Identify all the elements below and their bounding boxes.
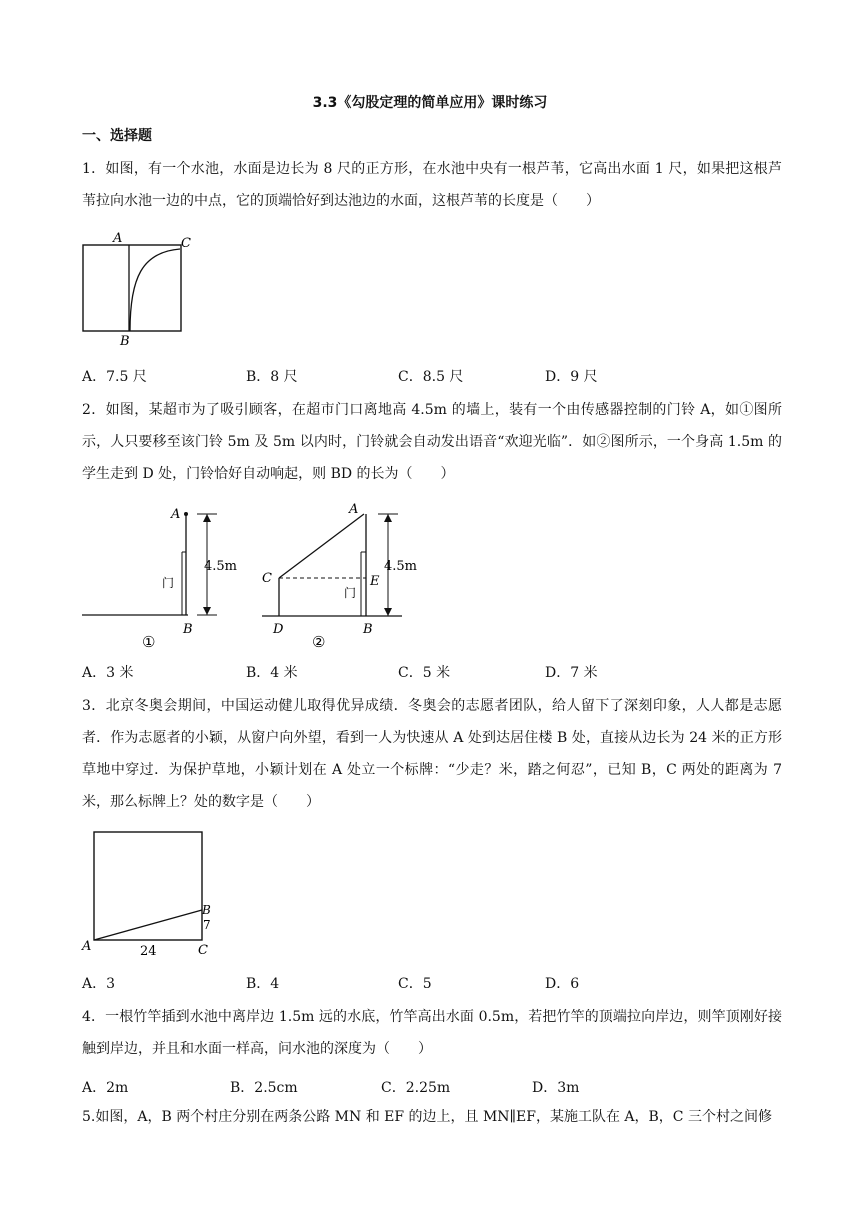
- q2f1-number: ①: [142, 633, 156, 651]
- q1-label-c: C: [181, 236, 191, 251]
- q2f1-label-a: A: [171, 507, 181, 522]
- q3-label-bc: 7: [203, 918, 211, 932]
- q2f1-door: 门: [162, 576, 175, 590]
- question-1-options: [82, 366, 782, 386]
- q2-option-b[interactable]: B．4 米: [246, 665, 298, 681]
- question-3-options: [82, 973, 782, 993]
- q1-option-a[interactable]: A．7.5 尺: [82, 369, 147, 385]
- question-1-figure: [80, 228, 190, 348]
- q2f2-label-a: A: [349, 502, 359, 517]
- question-2-figure-2: [262, 500, 432, 650]
- q2f2-label-b: B: [363, 622, 373, 637]
- q2f2-label-c: C: [262, 571, 272, 586]
- question-2-figure-1: [82, 500, 242, 650]
- q1-label-b: B: [120, 334, 130, 349]
- q4-option-a[interactable]: A．2m: [82, 1080, 129, 1096]
- q3-label-side: 24: [140, 944, 157, 959]
- q4-option-b[interactable]: B．2.5cm: [230, 1080, 298, 1096]
- q3-option-b[interactable]: B．4: [246, 976, 280, 992]
- question-4-text: 4．一根竹竿插到水池中离岸边 1.5m 远的水底，竹竿高出水面 0.5m，若把竹竿的顶端拉向岸边，则竿顶刚好接触到岸边，并且和水面一样高，问水池的深度为（ ）: [82, 1009, 782, 1057]
- page-title: 3.3《勾股定理的简单应用》课时练习: [312, 95, 548, 111]
- q2-option-d[interactable]: D．7 米: [545, 665, 598, 681]
- q3-label-b: B: [202, 903, 211, 917]
- q1-label-a: A: [113, 231, 123, 246]
- q2-option-a[interactable]: A．3 米: [82, 665, 134, 681]
- q1-option-d[interactable]: D．9 尺: [545, 369, 598, 385]
- q2f2-height: 4.5m: [384, 559, 418, 574]
- question-2-options: [82, 662, 782, 682]
- q3-label-c: C: [198, 943, 208, 958]
- q4-option-d[interactable]: D．3m: [532, 1080, 580, 1096]
- q2f2-number: ②: [312, 633, 326, 651]
- question-2-text: 2．如图，某超市为了吸引顾客，在超市门口离地高 4.5m 的墙上，装有一个由传感器控制的门铃 A，如①图所示，人只要移至该门铃 5m 及 5m 以内时，门铃就会自动发出语音“欢迎光临”．如②图所示，一个身高 1.5m 的学生走到 D 处，门铃恰好自动响起，则 BD 的长为（ ）: [82, 402, 782, 482]
- question-3-text: 3．北京冬奥会期间，中国运动健儿取得优异成绩．冬奥会的志愿者团队，给人留下了深刻印象，人人都是志愿者．作为志愿者的小颖，从窗户向外望，看到一人为快速从 A 处到达居住楼 B 处，直接从边长为 24 米的正方形草地中穿过．为保护草地，小颖计划在 A 处立一个标牌：“少走？米，踏之何忍”，已知 B，C 两处的距离为 7 米，那么标牌上？处的数字是（ ）: [82, 698, 782, 810]
- question-3-figure: [82, 828, 222, 960]
- q2f1-height: 4.5m: [204, 559, 238, 574]
- question-4-options: [82, 1077, 782, 1097]
- q1-option-b[interactable]: B．8 尺: [246, 369, 298, 385]
- section-heading: 一、选择题: [82, 128, 152, 144]
- q4-option-c[interactable]: C．2.25m: [381, 1080, 451, 1096]
- q3-label-a: A: [82, 939, 92, 954]
- q3-option-d[interactable]: D．6: [545, 976, 580, 992]
- q2-option-c[interactable]: C．5 米: [398, 665, 451, 681]
- q2f2-label-d: D: [273, 622, 284, 637]
- q3-option-c[interactable]: C．5: [398, 976, 432, 992]
- q3-option-a[interactable]: A．3: [82, 976, 116, 992]
- question-5-text: 5.如图，A，B 两个村庄分别在两条公路 MN 和 EF 的边上，且 MN∥EF，某施工队在 A，B，C 三个村之间修: [82, 1109, 772, 1125]
- q2f2-door: 门: [344, 586, 357, 600]
- question-1-text: 1．如图，有一个水池，水面是边长为 8 尺的正方形，在水池中央有一根芦苇，它高出水面 1 尺，如果把这根芦苇拉向水池一边的中点，它的顶端恰好到达池边的水面，这根芦苇的长度是（ ）: [82, 161, 782, 209]
- q2f2-label-e: E: [370, 574, 380, 589]
- q1-option-c[interactable]: C．8.5 尺: [398, 369, 464, 385]
- q2f1-label-b: B: [183, 622, 193, 637]
